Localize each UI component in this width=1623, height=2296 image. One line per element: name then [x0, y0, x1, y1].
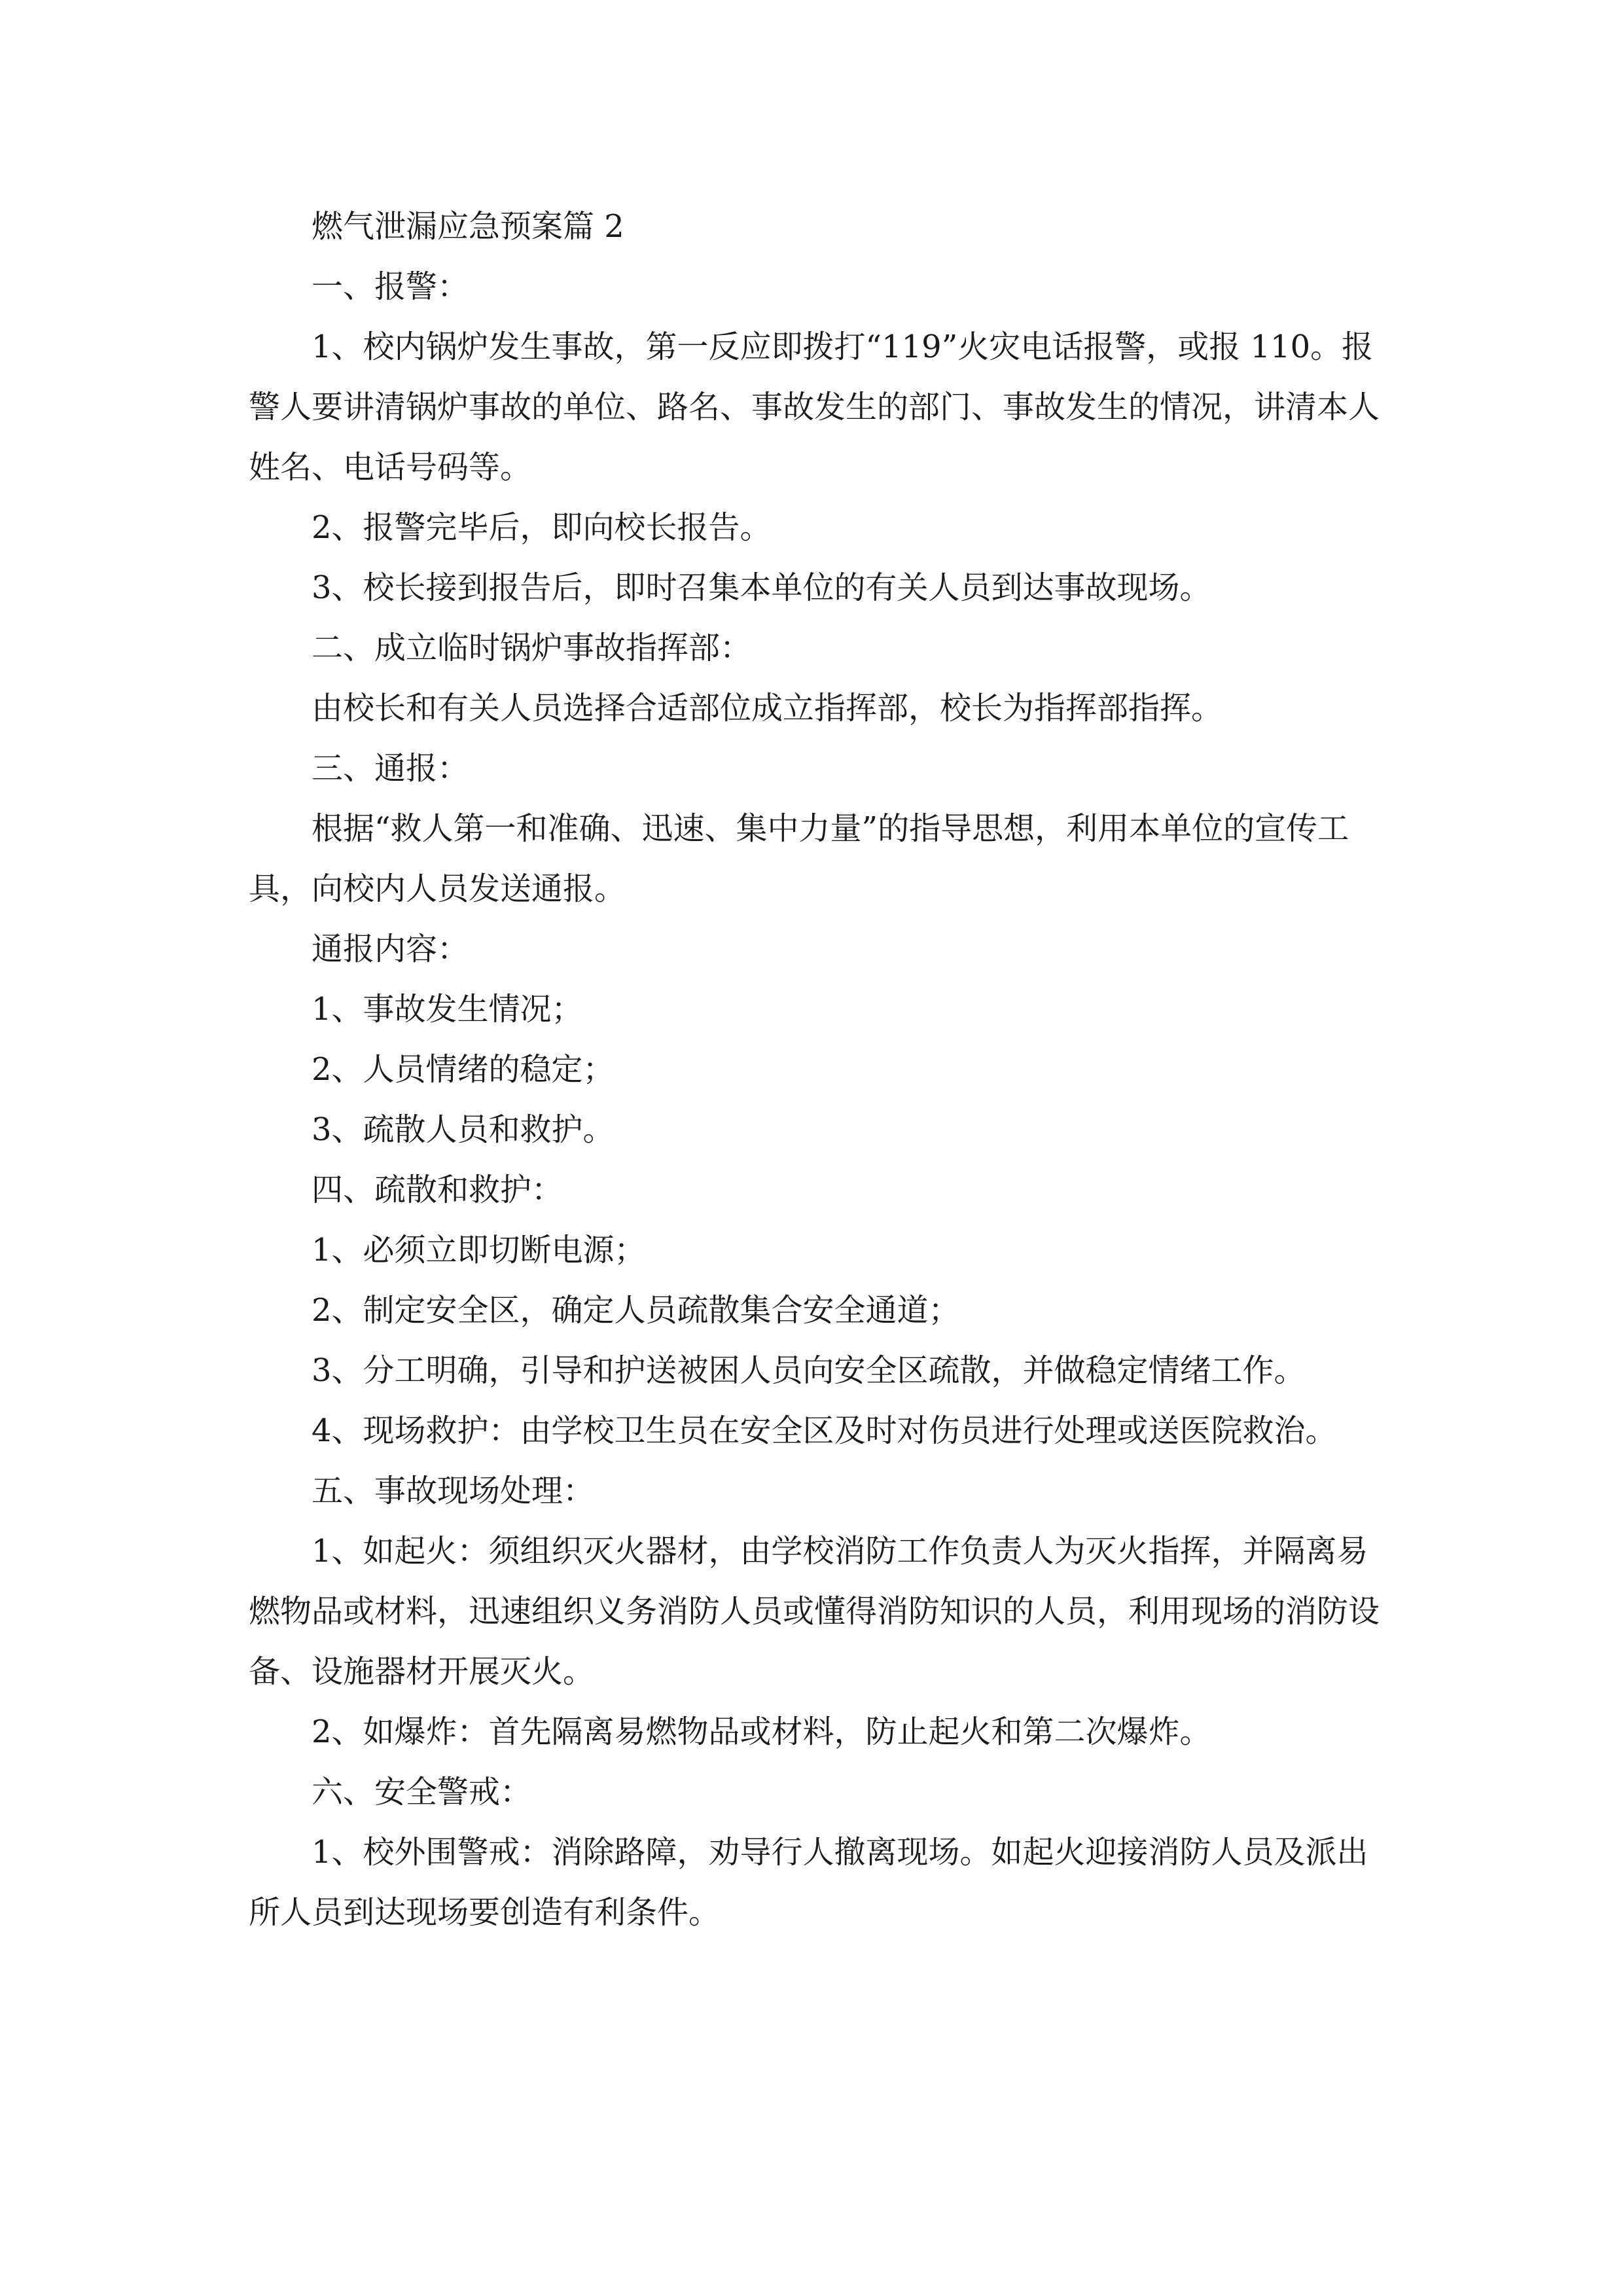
document-body — [249, 196, 1387, 1943]
paragraph: 1、校外围警戒：消除路障，劝导行人撤离现场。如起火迎接消防人员及派出所人员到达现场要创造有利条件。 — [249, 1834, 1368, 1931]
paragraph: 五、事故现场处理： — [312, 1473, 595, 1509]
paragraph: 三、通报： — [312, 750, 469, 787]
paragraph: 二、成立临时锅炉事故指挥部： — [312, 630, 752, 666]
paragraph: 1、校内锅炉发生事故，第一反应即拨打“119”火灾电话报警，或报 110。报警人要讲清锅炉事故的单位、路名、事故发生的部门、事故发生的情况，讲清本人姓名、电话号码等。 — [249, 329, 1380, 486]
paragraph: 2、人员情绪的稳定； — [312, 1051, 615, 1088]
paragraph: 由校长和有关人员选择合适部位成立指挥部，校长为指挥部指挥。 — [312, 690, 1223, 726]
paragraph: 3、疏散人员和救护。 — [312, 1111, 615, 1148]
paragraph: 六、安全警戒： — [312, 1774, 532, 1810]
paragraph: 1、必须立即切断电源； — [312, 1232, 646, 1268]
paragraph: 根据“救人第一和准确、迅速、集中力量”的指导思想，利用本单位的宣传工具，向校内人员发送通报。 — [249, 810, 1349, 907]
paragraph: 四、疏散和救护： — [312, 1172, 563, 1208]
paragraph: 1、如起火：须组织灭火器材，由学校消防工作负责人为灭火指挥，并隔离易燃物品或材料，迅速组织义务消防人员或懂得消防知识的人员，利用现场的消防设备、设施器材开展灭火。 — [249, 1533, 1380, 1690]
document-title: 燃气泄漏应急预案篇 2 — [312, 208, 624, 245]
paragraph: 通报内容： — [312, 931, 469, 967]
paragraph: 4、现场救护：由学校卫生员在安全区及时对伤员进行处理或送医院救治。 — [312, 1412, 1337, 1449]
paragraph: 3、校长接到报告后，即时召集本单位的有关人员到达事故现场。 — [312, 569, 1211, 606]
paragraph: 1、事故发生情况； — [312, 991, 583, 1028]
paragraph: 2、制定安全区，确定人员疏散集合安全通道； — [312, 1292, 960, 1329]
paragraph: 一、报警： — [312, 268, 469, 305]
paragraph: 2、如爆炸：首先隔离易燃物品或材料，防止起火和第二次爆炸。 — [312, 1713, 1211, 1750]
paragraph: 2、报警完毕后，即向校长报告。 — [312, 509, 772, 546]
paragraph: 3、分工明确，引导和护送被困人员向安全区疏散，并做稳定情绪工作。 — [312, 1352, 1306, 1389]
